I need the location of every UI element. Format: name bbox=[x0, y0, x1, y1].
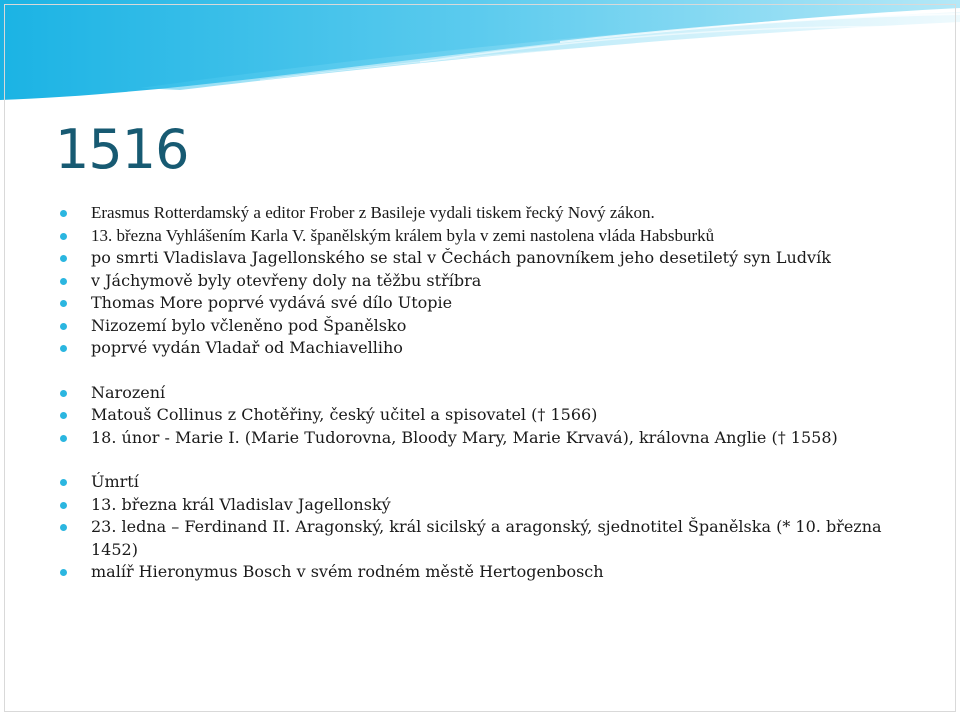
bullet-list bbox=[60, 202, 920, 584]
bullet-dot-icon bbox=[60, 502, 67, 509]
list-item-text: Matouš Collinus z Chotěřiny, český učitel a spisovatel († 1566) bbox=[91, 405, 598, 424]
list-item-text: Narození bbox=[91, 382, 166, 402]
bullet-dot-icon bbox=[60, 323, 67, 330]
list-item-text: poprvé vydán Vladař od Machiavelliho bbox=[91, 338, 403, 357]
list-item bbox=[60, 382, 920, 405]
slide-title: 1516 bbox=[55, 118, 189, 181]
bullet-dot-icon bbox=[60, 569, 67, 576]
bullet-dot-icon bbox=[60, 300, 67, 307]
list-item bbox=[60, 494, 920, 517]
list-item bbox=[60, 247, 920, 270]
bullet-dot-icon bbox=[60, 345, 67, 352]
list-spacer bbox=[60, 360, 920, 382]
list-item bbox=[60, 270, 920, 293]
list-item bbox=[60, 427, 920, 450]
bullet-dot-icon bbox=[60, 435, 67, 442]
list-item bbox=[60, 337, 920, 360]
list-item bbox=[60, 202, 920, 225]
list-item bbox=[60, 404, 920, 427]
list-item-text: 13. března Vyhlášením Karla V. španělským králem byla v zemi nastolena vláda Habsburků bbox=[91, 225, 715, 245]
list-item-text: 23. ledna – Ferdinand II. Aragonský, král sicilský a aragonský, sjednotitel Španělska (* 10. března 1452) bbox=[91, 517, 882, 559]
list-item bbox=[60, 561, 920, 584]
list-item-text: po smrti Vladislava Jagellonského se stal v Čechách panovníkem jeho desetiletý syn Ludvík bbox=[91, 248, 831, 267]
list-item-text: v Jáchymově byly otevřeny doly na těžbu stříbra bbox=[91, 270, 482, 290]
list-spacer bbox=[60, 449, 920, 471]
list-item bbox=[60, 516, 920, 561]
list-item-text: Nizozemí bylo včleněno pod Španělsko bbox=[91, 315, 407, 335]
bullet-dot-icon bbox=[60, 390, 67, 397]
list-item-text: Erasmus Rotterdamský a editor Frober z Basileje vydali tiskem řecký Nový zákon. bbox=[91, 203, 655, 222]
list-item-text: Thomas More poprvé vydává své dílo Utopie bbox=[91, 293, 453, 312]
bullet-dot-icon bbox=[60, 479, 67, 486]
bullet-dot-icon bbox=[60, 255, 67, 262]
list-item-text: malíř Hieronymus Bosch v svém rodném městě Hertogenbosch bbox=[91, 562, 604, 581]
list-item-text: 13. března král Vladislav Jagellonský bbox=[91, 494, 391, 514]
list-item bbox=[60, 315, 920, 338]
bullet-dot-icon bbox=[60, 278, 67, 285]
list-item-text: Úmrtí bbox=[91, 472, 139, 491]
bullet-dot-icon bbox=[60, 524, 67, 531]
header-wave-decoration bbox=[0, 0, 960, 100]
list-item bbox=[60, 471, 920, 494]
bullet-dot-icon bbox=[60, 210, 67, 217]
bullet-dot-icon bbox=[60, 233, 67, 240]
list-item bbox=[60, 225, 920, 248]
list-item bbox=[60, 292, 920, 315]
list-item-text: 18. únor - Marie I. (Marie Tudorovna, Bloody Mary, Marie Krvavá), královna Anglie († 1558) bbox=[91, 427, 838, 447]
bullet-dot-icon bbox=[60, 412, 67, 419]
